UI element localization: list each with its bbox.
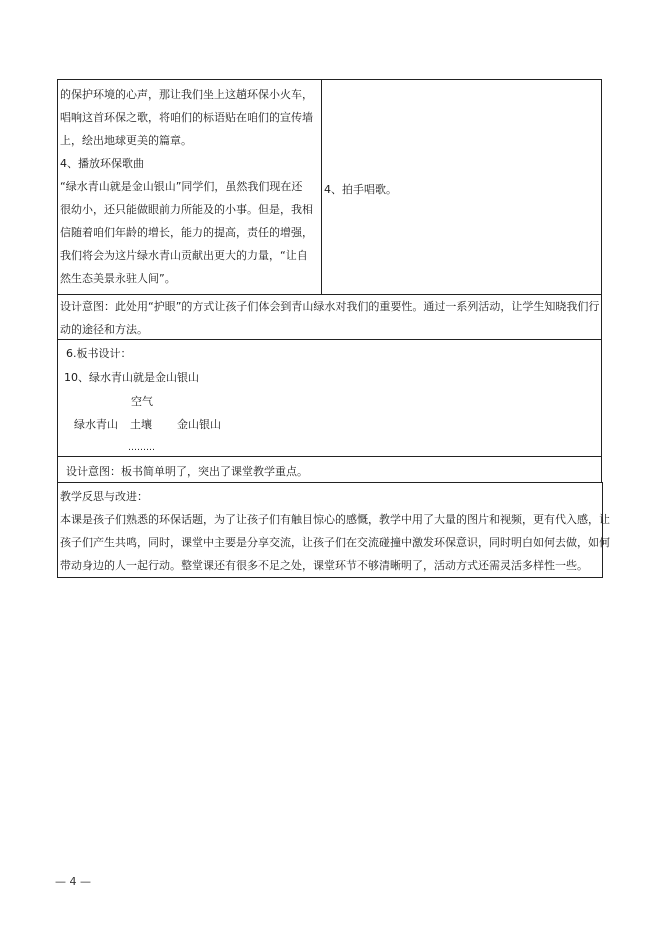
text-line: 我们将会为这片绿水青山贡献出更大的力量，“让自 — [60, 249, 308, 262]
reflection-row — [57, 482, 610, 578]
board-item-dots: ……… — [128, 443, 155, 453]
board-title: 10、绿水青山就是金山银山 — [64, 371, 199, 384]
reflection-heading: 教学反思与改进： — [60, 490, 148, 503]
design-intent-row-2 — [57, 456, 602, 483]
board-item-golden-mountains: 金山银山 — [177, 418, 221, 431]
text-line: 孩子们产生共鸣，同时，课堂中主要是分享交流，让孩子们在交流碰撞中激发环保意识，同时明白如何去做，如何 — [60, 536, 610, 549]
text-line: 4、播放环保歌曲 — [60, 157, 144, 170]
board-heading: 6.板书设计： — [66, 347, 132, 360]
text-line: 信随着咱们年龄的增长，能力的提高，责任的增强， — [60, 226, 313, 239]
text-line: “绿水青山就是金山银山”同学们，虽然我们现在还 — [60, 180, 303, 193]
text-line: 唱响这首环保之歌，将咱们的标语贴在咱们的宣传墙 — [60, 111, 313, 124]
page-number: — 4 — — [55, 875, 91, 888]
column-divider — [321, 80, 322, 294]
text-line: 的保护环境的心声，那让我们坐上这趟环保小火车， — [60, 88, 313, 101]
text-line: 很幼小，还只能做眼前力所能及的小事。但是，我相 — [60, 203, 313, 216]
design-intent-row — [57, 294, 602, 340]
board-item-soil: 土壤 — [130, 418, 152, 431]
activity-row — [57, 79, 602, 295]
design-intent-text: 设计意图：板书简单明了，突出了课堂教学重点。 — [66, 465, 308, 478]
student-activity-cell: 4、拍手唱歌。 — [324, 183, 397, 196]
text-line: 带动身边的人一起行动。整堂课还有很多不足之处，课堂环节不够清晰明了，活动方式还需灵活多样性一些。 — [60, 559, 588, 572]
text-line: 上，绘出地球更美的篇章。 — [60, 134, 192, 147]
board-item-air: 空气 — [131, 395, 153, 408]
board-item-green-mountains: 绿水青山 — [74, 418, 118, 431]
text-line: 本课是孩子们熟悉的环保话题，为了让孩子们有触目惊心的感慨，教学中用了大量的图片和视频，更有代入感，让 — [60, 513, 610, 526]
text-line: 动的途径和方法。 — [60, 323, 148, 336]
text-line: 然生态美景永驻人间”。 — [60, 272, 176, 285]
board-design-row — [57, 339, 602, 457]
teacher-activity-cell — [60, 83, 316, 290]
text-line: 设计意图：此处用“护眼”的方式让孩子们体会到青山绿水对我们的重要性。通过一系列活动，让学生知晓我们行 — [60, 300, 600, 313]
